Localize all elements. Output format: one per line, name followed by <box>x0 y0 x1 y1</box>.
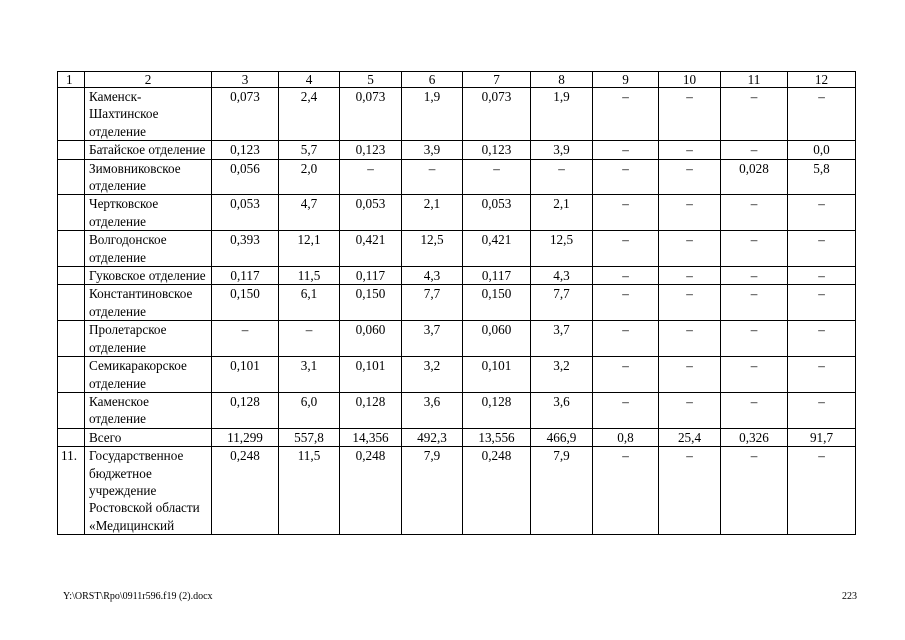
value-cell: 0,117 <box>212 267 279 285</box>
value-cell: 0,421 <box>340 231 402 267</box>
value-cell: – <box>659 285 721 321</box>
value-cell: 0,060 <box>463 321 531 357</box>
value-cell: – <box>659 159 721 195</box>
value-cell: 0,128 <box>463 392 531 428</box>
value-cell: 0,123 <box>463 141 531 159</box>
value-cell: – <box>721 357 788 393</box>
table-row <box>58 141 856 159</box>
table-row <box>58 428 856 446</box>
table-row <box>58 267 856 285</box>
value-cell: – <box>340 159 402 195</box>
value-cell: – <box>659 321 721 357</box>
value-cell: – <box>279 321 340 357</box>
value-cell: – <box>659 141 721 159</box>
value-cell: 0,053 <box>463 195 531 231</box>
value-cell: – <box>788 231 856 267</box>
value-cell: 0,0 <box>788 141 856 159</box>
value-cell: – <box>463 159 531 195</box>
value-cell: 3,2 <box>531 357 593 393</box>
row-name-cell: Батайское отделение <box>85 141 212 159</box>
value-cell: – <box>593 392 659 428</box>
value-cell: 0,073 <box>212 88 279 141</box>
row-number-cell <box>58 141 85 159</box>
row-number-cell <box>58 392 85 428</box>
value-cell: 4,3 <box>402 267 463 285</box>
value-cell: 4,3 <box>531 267 593 285</box>
value-cell: 7,7 <box>402 285 463 321</box>
value-cell: 3,6 <box>531 392 593 428</box>
value-cell: 91,7 <box>788 428 856 446</box>
value-cell: 7,9 <box>531 447 593 535</box>
value-cell: – <box>593 357 659 393</box>
table-row <box>58 159 856 195</box>
value-cell: 0,8 <box>593 428 659 446</box>
value-cell: – <box>721 231 788 267</box>
value-cell: – <box>659 195 721 231</box>
header-cell: 1 <box>58 72 85 88</box>
header-cell: 6 <box>402 72 463 88</box>
table-header-row <box>58 72 856 88</box>
value-cell: – <box>593 231 659 267</box>
row-number-cell <box>58 88 85 141</box>
value-cell: 13,556 <box>463 428 531 446</box>
table-row <box>58 321 856 357</box>
value-cell: 3,1 <box>279 357 340 393</box>
value-cell: – <box>402 159 463 195</box>
value-cell: 7,9 <box>402 447 463 535</box>
value-cell: 0,150 <box>212 285 279 321</box>
value-cell: 6,1 <box>279 285 340 321</box>
value-cell: 0,128 <box>212 392 279 428</box>
table-row <box>58 285 856 321</box>
value-cell: 0,123 <box>212 141 279 159</box>
value-cell: 1,9 <box>531 88 593 141</box>
table-row <box>58 357 856 393</box>
value-cell: 0,123 <box>340 141 402 159</box>
value-cell: 0,101 <box>340 357 402 393</box>
value-cell: 0,060 <box>340 321 402 357</box>
row-number-cell <box>58 267 85 285</box>
value-cell: 5,7 <box>279 141 340 159</box>
value-cell: – <box>593 321 659 357</box>
data-table <box>57 71 856 535</box>
row-number-cell <box>58 285 85 321</box>
value-cell: 466,9 <box>531 428 593 446</box>
value-cell: 3,6 <box>402 392 463 428</box>
row-number-cell <box>58 159 85 195</box>
value-cell: 0,150 <box>463 285 531 321</box>
value-cell: – <box>593 195 659 231</box>
header-cell: 2 <box>85 72 212 88</box>
value-cell: 3,2 <box>402 357 463 393</box>
value-cell: – <box>788 447 856 535</box>
table-row <box>58 88 856 141</box>
value-cell: 5,8 <box>788 159 856 195</box>
header-cell: 9 <box>593 72 659 88</box>
value-cell: 2,1 <box>531 195 593 231</box>
table-row <box>58 392 856 428</box>
value-cell: 3,9 <box>531 141 593 159</box>
value-cell: 0,056 <box>212 159 279 195</box>
row-number-cell <box>58 321 85 357</box>
header-cell: 5 <box>340 72 402 88</box>
value-cell: 0,101 <box>212 357 279 393</box>
row-name-cell: Семикаракорское отделение <box>85 357 212 393</box>
value-cell: – <box>788 267 856 285</box>
value-cell: 0,073 <box>463 88 531 141</box>
value-cell: – <box>593 88 659 141</box>
value-cell: – <box>212 321 279 357</box>
value-cell: 11,299 <box>212 428 279 446</box>
value-cell: – <box>721 195 788 231</box>
row-name-cell: Всего <box>85 428 212 446</box>
value-cell: – <box>593 447 659 535</box>
row-name-cell: Чертковское отделение <box>85 195 212 231</box>
value-cell: 2,0 <box>279 159 340 195</box>
header-cell: 12 <box>788 72 856 88</box>
value-cell: – <box>788 392 856 428</box>
value-cell: – <box>721 321 788 357</box>
value-cell: 0,117 <box>463 267 531 285</box>
value-cell: – <box>593 285 659 321</box>
header-cell: 7 <box>463 72 531 88</box>
value-cell: – <box>659 231 721 267</box>
table-row <box>58 447 856 535</box>
value-cell: – <box>721 447 788 535</box>
value-cell: 25,4 <box>659 428 721 446</box>
value-cell: 2,1 <box>402 195 463 231</box>
row-name-cell: Государственное бюджетное учреждение Ростовской области «Медицинский <box>85 447 212 535</box>
row-number-cell <box>58 357 85 393</box>
footer-page-number: 223 <box>842 591 857 602</box>
value-cell: – <box>593 141 659 159</box>
value-cell: – <box>659 392 721 428</box>
row-name-cell: Волгодонское отделение <box>85 231 212 267</box>
value-cell: – <box>721 285 788 321</box>
header-cell: 10 <box>659 72 721 88</box>
value-cell: 0,053 <box>340 195 402 231</box>
value-cell: 0,248 <box>340 447 402 535</box>
value-cell: 0,053 <box>212 195 279 231</box>
value-cell: 0,150 <box>340 285 402 321</box>
value-cell: 12,5 <box>402 231 463 267</box>
value-cell: 0,393 <box>212 231 279 267</box>
row-number-cell <box>58 231 85 267</box>
value-cell: 7,7 <box>531 285 593 321</box>
value-cell: 12,1 <box>279 231 340 267</box>
value-cell: 0,248 <box>463 447 531 535</box>
value-cell: – <box>721 88 788 141</box>
row-number-cell: 11. <box>58 447 85 535</box>
value-cell: 557,8 <box>279 428 340 446</box>
value-cell: – <box>788 321 856 357</box>
value-cell: – <box>721 392 788 428</box>
footer-file-path: Y:\ORST\Rpo\0911r596.f19 (2).docx <box>63 591 213 602</box>
value-cell: – <box>788 285 856 321</box>
table-row <box>58 195 856 231</box>
table-body <box>58 72 856 535</box>
value-cell: – <box>721 141 788 159</box>
header-cell: 4 <box>279 72 340 88</box>
table-row <box>58 231 856 267</box>
value-cell: 492,3 <box>402 428 463 446</box>
header-cell: 11 <box>721 72 788 88</box>
value-cell: – <box>659 88 721 141</box>
value-cell: 2,4 <box>279 88 340 141</box>
row-name-cell: Пролетарское отделение <box>85 321 212 357</box>
value-cell: – <box>788 195 856 231</box>
value-cell: 11,5 <box>279 267 340 285</box>
value-cell: 3,7 <box>531 321 593 357</box>
value-cell: – <box>593 159 659 195</box>
value-cell: 0,421 <box>463 231 531 267</box>
value-cell: 0,028 <box>721 159 788 195</box>
value-cell: – <box>593 267 659 285</box>
value-cell: 0,117 <box>340 267 402 285</box>
row-name-cell: Каменское отделение <box>85 392 212 428</box>
value-cell: 12,5 <box>531 231 593 267</box>
value-cell: 4,7 <box>279 195 340 231</box>
row-name-cell: Зимовниковское отделение <box>85 159 212 195</box>
value-cell: 0,101 <box>463 357 531 393</box>
value-cell: 14,356 <box>340 428 402 446</box>
row-number-cell <box>58 195 85 231</box>
row-name-cell: Каменск-Шахтинское отделение <box>85 88 212 141</box>
value-cell: 11,5 <box>279 447 340 535</box>
value-cell: – <box>659 357 721 393</box>
value-cell: 1,9 <box>402 88 463 141</box>
value-cell: 3,9 <box>402 141 463 159</box>
value-cell: – <box>788 88 856 141</box>
value-cell: 0,326 <box>721 428 788 446</box>
value-cell: – <box>788 357 856 393</box>
row-name-cell: Константиновское отделение <box>85 285 212 321</box>
value-cell: 0,248 <box>212 447 279 535</box>
value-cell: – <box>721 267 788 285</box>
row-name-cell: Гуковское отделение <box>85 267 212 285</box>
value-cell: 6,0 <box>279 392 340 428</box>
value-cell: 3,7 <box>402 321 463 357</box>
header-cell: 3 <box>212 72 279 88</box>
value-cell: – <box>659 447 721 535</box>
value-cell: 0,073 <box>340 88 402 141</box>
header-cell: 8 <box>531 72 593 88</box>
value-cell: – <box>659 267 721 285</box>
value-cell: – <box>531 159 593 195</box>
row-number-cell <box>58 428 85 446</box>
value-cell: 0,128 <box>340 392 402 428</box>
